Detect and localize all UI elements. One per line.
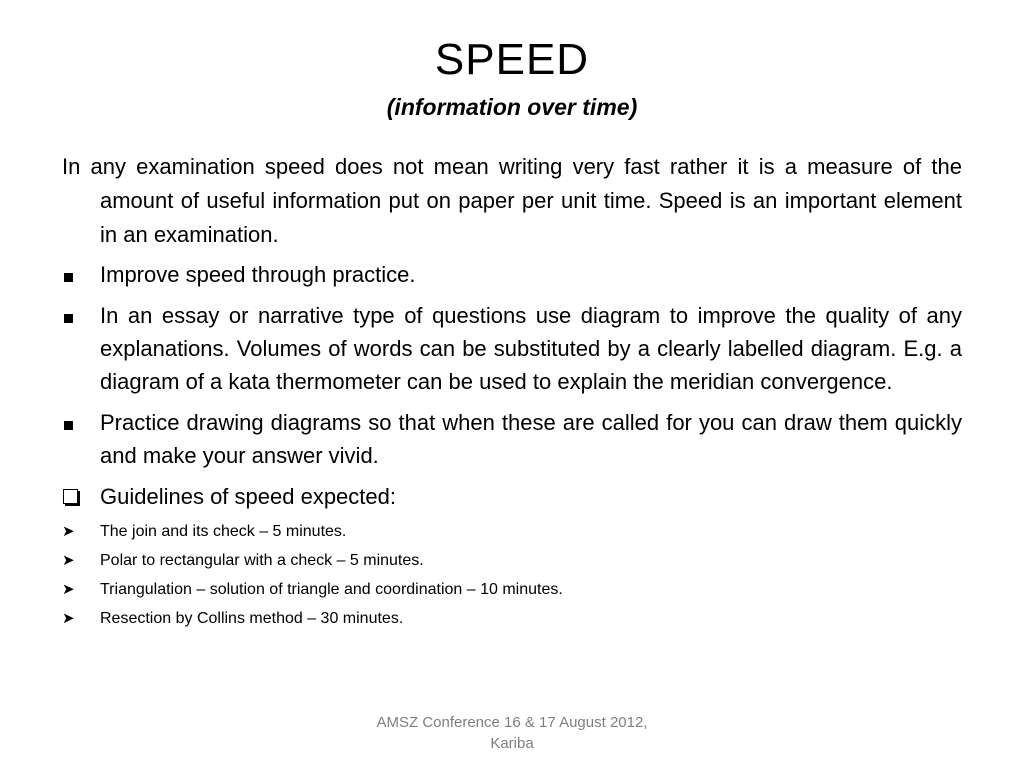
guideline-item [62,579,962,601]
intro-paragraph: In any examination speed does not mean writing very fast rather it is a measure of the amount of useful information put on paper per unit time. Speed is an important element in an examination. [62,154,962,247]
list-item-text: In an essay or narrative type of questions use diagram to improve the quality of any explanations. Volumes of words can be substituted by a clearly labelled diagram. E.g. a diagram of a kata thermometer can be used to explain the meridian convergence. [100,303,962,394]
slide-footer: AMSZ Conference 16 & 17 August 2012, Kariba [376,714,648,752]
arrowhead-bullet-icon: ➤ [62,523,75,540]
arrowhead-bullet-icon: ➤ [62,610,75,627]
guideline-item-text: Polar to rectangular with a check – 5 minutes. [100,552,424,569]
list-item [62,406,962,472]
slide-subtitle: (information over time) [386,94,638,120]
square-bullet-icon [62,258,92,291]
guidelines-heading [62,480,962,513]
square-bullet-icon [62,406,92,439]
guideline-item [62,608,962,630]
guideline-item-text: Triangulation – solution of triangle and coordination – 10 minutes. [100,581,563,598]
list-item-text: Improve speed through practice. [100,262,416,287]
guidelines-heading-text: Guidelines of speed expected: [100,484,396,509]
square-bullet-icon [62,299,92,332]
guideline-item-text: The join and its check – 5 minutes. [100,523,347,540]
arrowhead-bullet-icon: ➤ [62,581,75,598]
slide-body [62,150,962,637]
slide-title: SPEED [434,35,590,84]
guideline-item [62,521,962,543]
guideline-item [62,550,962,572]
list-item [62,299,962,398]
checkbox-bullet-icon [62,480,92,513]
arrowhead-bullet-icon: ➤ [62,552,75,569]
list-item [62,258,962,291]
list-item-text: Practice drawing diagrams so that when these are called for you can draw them quickly and make your answer vivid. [100,410,962,468]
guideline-item-text: Resection by Collins method – 30 minutes. [100,610,404,627]
